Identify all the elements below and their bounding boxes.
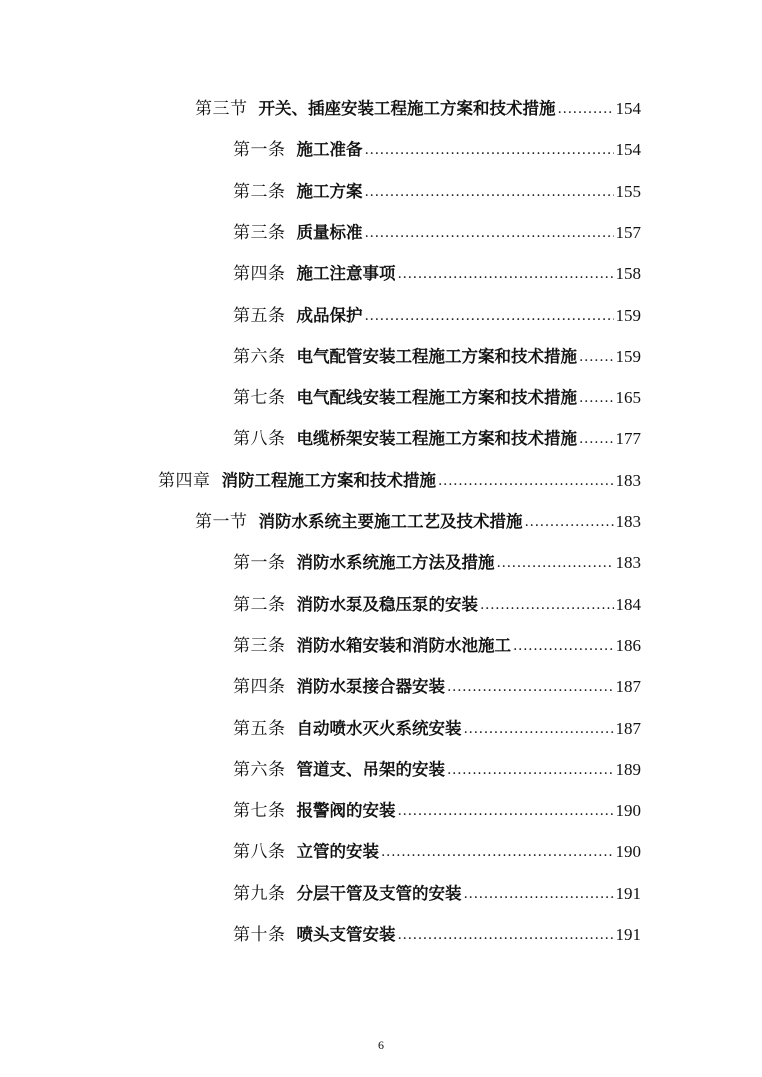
toc-entry-page: 186 xyxy=(615,635,641,655)
toc-entry-page: 183 xyxy=(615,512,641,531)
toc-entry-page: 183 xyxy=(615,553,641,573)
toc-entry-article[interactable] xyxy=(233,882,641,906)
toc-entry-number: 第三节 xyxy=(195,99,248,119)
toc-leader-dots xyxy=(558,97,614,121)
toc-entry-page: 158 xyxy=(615,264,641,284)
toc-entry-article[interactable] xyxy=(233,262,641,286)
toc-leader-dots xyxy=(497,551,614,575)
toc-entry-title: 质量标准 xyxy=(296,222,363,242)
toc-leader-dots xyxy=(513,634,614,658)
toc-entry-number: 第五条 xyxy=(233,305,286,326)
toc-entry-number: 第四条 xyxy=(233,677,286,698)
toc-entry-article[interactable] xyxy=(233,593,641,617)
toc-entry-page: 189 xyxy=(615,759,641,779)
toc-entry-page: 191 xyxy=(615,883,641,903)
toc-entry-number: 第二条 xyxy=(233,594,286,615)
toc-entry-number: 第九条 xyxy=(233,883,286,904)
toc-entry-page: 154 xyxy=(615,140,641,160)
toc-leader-dots xyxy=(579,427,614,451)
toc-leader-dots xyxy=(398,262,614,286)
page-number-footer: 6 xyxy=(378,1038,384,1052)
toc-entry-page: 157 xyxy=(615,222,641,242)
toc-entry-article[interactable] xyxy=(233,634,641,658)
toc-leader-dots xyxy=(579,386,614,410)
toc-leader-dots xyxy=(464,717,614,741)
toc-entry-number: 第八条 xyxy=(233,842,286,863)
toc-entry-article[interactable] xyxy=(233,138,641,162)
toc-entry-page: 159 xyxy=(615,346,641,366)
toc-leader-dots xyxy=(365,304,614,328)
toc-entry-title: 喷头支管安装 xyxy=(296,925,396,944)
toc-entry-page: 187 xyxy=(615,677,641,697)
toc-entry-page: 177 xyxy=(615,429,641,449)
toc-entry-article[interactable] xyxy=(233,427,641,451)
toc-entry-article[interactable] xyxy=(233,758,641,782)
toc-leader-dots xyxy=(365,180,614,204)
toc-entry-title: 施工准备 xyxy=(296,140,363,160)
toc-leader-dots xyxy=(398,923,614,947)
toc-entry-number: 第二条 xyxy=(233,181,286,202)
toc-leader-dots xyxy=(398,799,614,823)
toc-entry-number: 第一条 xyxy=(233,140,286,161)
toc-entry-article[interactable] xyxy=(233,304,641,328)
toc-entry-number: 第八条 xyxy=(233,429,286,450)
toc-entry-article[interactable] xyxy=(233,799,641,823)
toc-entry-title: 消防水泵接合器安装 xyxy=(296,677,445,697)
toc-leader-dots xyxy=(480,593,614,617)
toc-entry-article[interactable] xyxy=(233,717,641,741)
toc-entry-article[interactable] xyxy=(233,675,641,699)
toc-entry-title: 消防水系统施工方法及措施 xyxy=(296,553,495,573)
toc-entry-page: 165 xyxy=(615,388,641,408)
toc-leader-dots xyxy=(438,469,614,493)
toc-leader-dots xyxy=(365,138,614,162)
toc-entry-section[interactable] xyxy=(195,97,641,121)
toc-leader-dots xyxy=(365,221,614,245)
toc-entry-title: 成品保护 xyxy=(296,305,363,325)
toc-entry-page: 183 xyxy=(615,470,641,490)
toc-entry-page: 184 xyxy=(615,594,641,614)
toc-entry-page: 159 xyxy=(615,305,641,325)
toc-entry-title: 立管的安装 xyxy=(296,842,379,862)
toc-entry-number: 第十条 xyxy=(233,925,286,945)
toc-entry-title: 自动喷水灭火系统安装 xyxy=(296,718,462,738)
toc-entry-title: 分层干管及支管的安装 xyxy=(296,883,462,903)
toc-entry-number: 第五条 xyxy=(233,718,286,739)
toc-entry-number: 第三条 xyxy=(233,222,286,243)
toc-entry-title: 消防水泵及稳压泵的安装 xyxy=(296,594,478,614)
toc-leader-dots xyxy=(525,510,614,534)
toc-entry-chapter[interactable] xyxy=(158,469,641,493)
toc-entry-title: 电气配管安装工程施工方案和技术措施 xyxy=(296,346,577,366)
toc-entry-page: 190 xyxy=(615,801,641,821)
toc-entry-number: 第六条 xyxy=(233,346,286,367)
toc-entry-title: 消防水系统主要施工工艺及技术措施 xyxy=(258,512,523,531)
toc-entry-title: 施工方案 xyxy=(296,181,363,201)
toc-entry-page: 191 xyxy=(615,925,641,944)
toc-entry-article[interactable] xyxy=(233,840,641,864)
toc-entry-title: 电气配线安装工程施工方案和技术措施 xyxy=(296,388,577,408)
toc-leader-dots xyxy=(464,882,614,906)
toc-entry-title: 消防水箱安装和消防水池施工 xyxy=(296,635,511,655)
toc-entry-number: 第一节 xyxy=(195,512,248,532)
toc-leader-dots xyxy=(579,345,614,369)
toc-entry-page: 155 xyxy=(615,181,641,201)
toc-entry-number: 第七条 xyxy=(233,801,286,822)
toc-entry-title: 电缆桥架安装工程施工方案和技术措施 xyxy=(296,429,577,449)
toc-leader-dots xyxy=(447,758,614,782)
toc-entry-article[interactable] xyxy=(233,386,641,410)
toc-entry-number: 第七条 xyxy=(233,388,286,409)
toc-entry-section[interactable] xyxy=(195,510,641,534)
toc-entry-page: 190 xyxy=(615,842,641,862)
toc-entry-article[interactable] xyxy=(233,345,641,369)
toc-entry-page: 187 xyxy=(615,718,641,738)
toc-entry-number: 第一条 xyxy=(233,553,286,574)
toc-entry-number: 第三条 xyxy=(233,635,286,656)
toc-leader-dots xyxy=(381,840,614,864)
toc-leader-dots xyxy=(447,675,614,699)
toc-entry-title: 管道支、吊架的安装 xyxy=(296,759,445,779)
toc-entry-number: 第六条 xyxy=(233,759,286,780)
toc-entry-article[interactable] xyxy=(233,180,641,204)
toc-entry-page: 154 xyxy=(615,99,641,118)
toc-entry-title: 施工注意事项 xyxy=(296,264,396,284)
toc-entry-article[interactable] xyxy=(233,923,641,947)
toc-entry-article[interactable] xyxy=(233,551,641,575)
toc-entry-number: 第四章 xyxy=(158,470,211,491)
toc-entry-title: 报警阀的安装 xyxy=(296,801,396,821)
toc-entry-number: 第四条 xyxy=(233,264,286,285)
toc-entry-article[interactable] xyxy=(233,221,641,245)
toc-entry-title: 开关、插座安装工程施工方案和技术措施 xyxy=(258,99,556,118)
toc-entry-title: 消防工程施工方案和技术措施 xyxy=(221,470,436,490)
